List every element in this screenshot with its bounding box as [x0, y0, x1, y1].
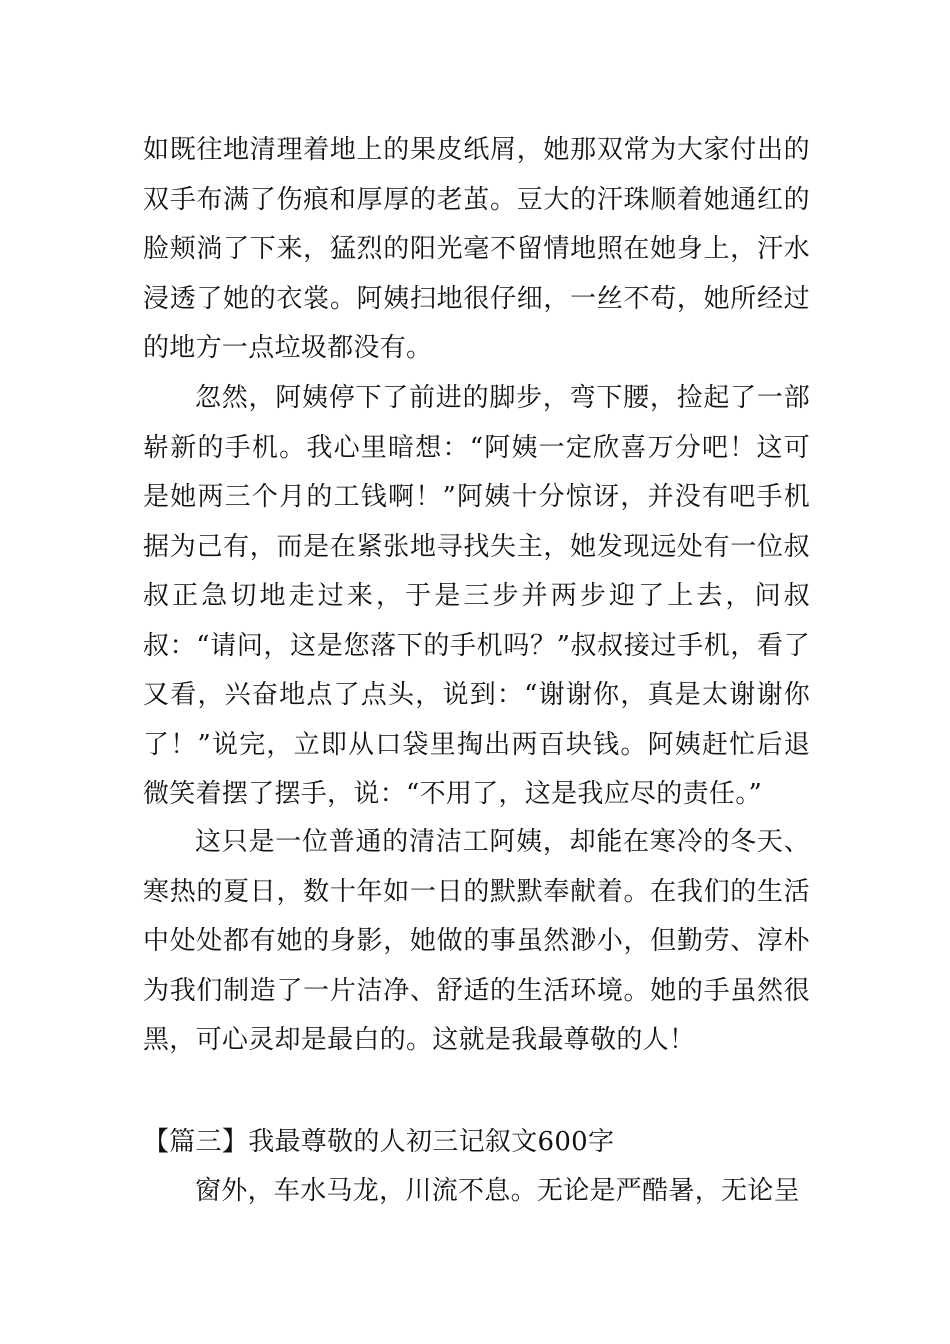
paragraph-found-phone: 忽然，阿姨停下了前进的脚步，弯下腰，捡起了一部崭新的手机。我心里暗想：“阿姨一定欣喜万分吧！这可是她两三个月的工钱啊！”阿姨十分惊讶，并没有吧手机据为己有，而是在紧张地寻找失主，她发现远处有一位叔叔正急切地走过来，于是三步并两步迎了上去，问叔叔：“请问，这是您落下的手机吗？”叔叔接过手机，看了又看，兴奋地点了点头，说到：“谢谢你，真是太谢谢你了！”说完，立即从口袋里掏出两百块钱。阿姨赶忙后退微笑着摆了摆手，说：“不用了，这是我应尽的责任。”	[143, 383, 810, 809]
section-heading: 【篇三】我最尊敬的人初三记叙文600字	[143, 1127, 615, 1157]
section-opening-line: 窗外，车水马龙，川流不息。无论是严酷暑，无论呈	[195, 1176, 800, 1206]
paragraph-conclusion: 这只是一位普通的清洁工阿姨，却能在寒冷的冬天、寒热的夏日，数十年如一日的默默奉献着。在我们的生活中处处都有她的身影，她做的事虽然渺小，但勤劳、淳朴为我们制造了一片洁净、舒适的生活环境。她的手虽然很黑，可心灵却是最白的。这就是我最尊敬的人！	[143, 827, 810, 1055]
paragraph-continued: 如既往地清理着地上的果皮纸屑，她那双常为大家付出的双手布满了伤痕和厚厚的老茧。豆大的汗珠顺着她通红的脸颊淌了下来，猛烈的阳光毫不留情地照在她身上，汗水浸透了她的衣裳。阿姨扫地很仔细，一丝不苟，她所经过的地方一点垃圾都没有。	[143, 135, 810, 363]
